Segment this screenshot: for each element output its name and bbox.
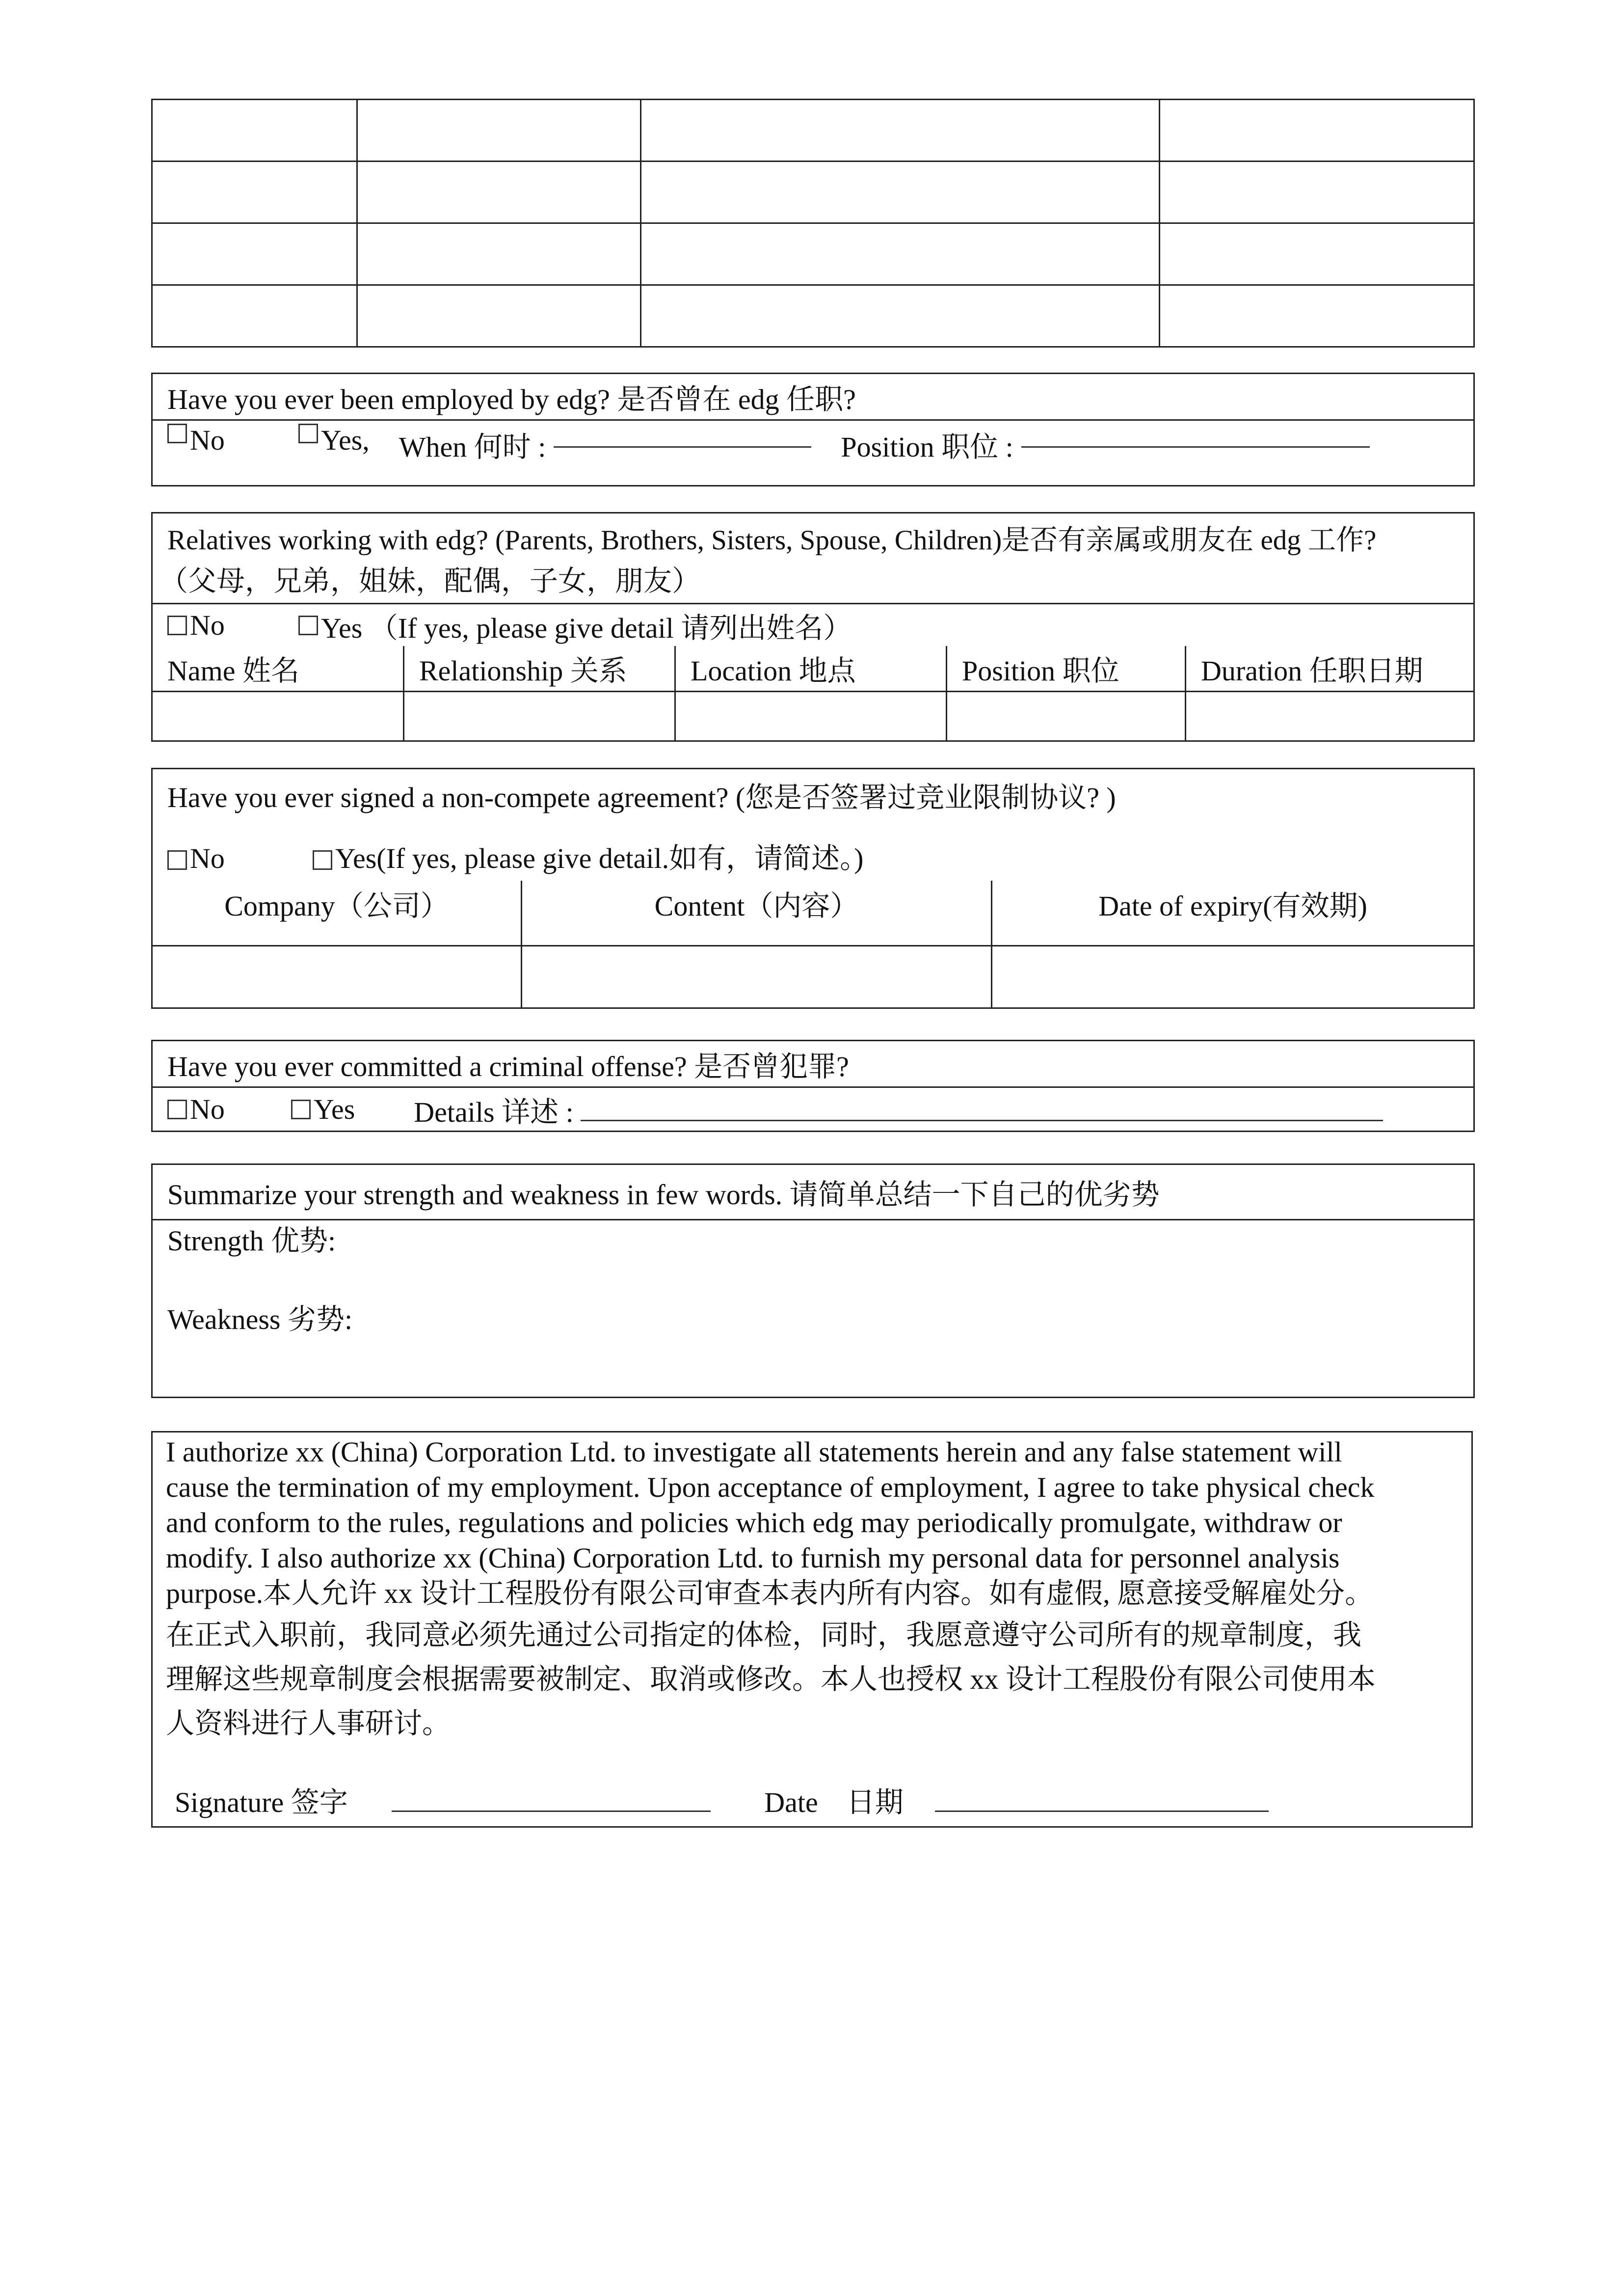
- table-cell[interactable]: [152, 285, 357, 347]
- criminal-question: Have you ever committed a criminal offense? 是否曾犯罪?: [167, 1051, 849, 1082]
- table-cell[interactable]: [675, 691, 947, 740]
- criminal-yes-checkbox[interactable]: [291, 1100, 311, 1119]
- non-compete-yes-checkbox[interactable]: [313, 850, 332, 870]
- table-cell[interactable]: [641, 285, 1160, 347]
- non-compete-question: Have you ever signed a non-compete agreement? (您是否签署过竞业限制协议? ) No Yes(If yes, please give detail.如有，请简述。): [167, 781, 1116, 874]
- non-compete-no-checkbox[interactable]: [167, 850, 187, 870]
- header-position: Position 职位: [947, 646, 1186, 691]
- relatives-table: [153, 646, 1473, 740]
- table-cell[interactable]: [152, 223, 357, 285]
- non-compete-section: [151, 768, 1475, 1009]
- criminal-answer-row: No Yes Details 详述 :: [153, 1086, 1473, 1131]
- summary-answer-area[interactable]: [153, 1219, 1473, 1397]
- header-content: Content（内容）: [522, 881, 992, 945]
- signature-field[interactable]: [392, 1788, 711, 1812]
- date-label: Date 日期: [764, 1786, 904, 1818]
- signature-label: Signature 签字: [175, 1786, 348, 1818]
- criminal-details-field[interactable]: [581, 1097, 1383, 1121]
- authorization-section: [151, 1431, 1473, 1828]
- employed-no-checkbox[interactable]: [167, 424, 187, 443]
- header-duration: Duration 任职日期: [1186, 646, 1474, 691]
- signature-row: [175, 1779, 1269, 1820]
- header-date-of-expiry: Date of expiry(有效期): [992, 881, 1474, 945]
- table-cell[interactable]: [152, 100, 357, 162]
- relatives-section: [151, 512, 1475, 742]
- table-cell[interactable]: [522, 945, 992, 1007]
- table-cell[interactable]: [357, 162, 641, 223]
- authorization-english: I authorize xx (China) Corporation Ltd. to investigate all statements herein and any false statement will cause the termination of my employment. Upon acceptance of employment, I agree to take physical check and conform to the rules, regulations and policies which edg may periodically promulgate, withdraw or modify. I also authorize xx (China) Corporation Ltd. to furnish my personal data for personnel analysis purpose.本人允许 xx 设计工程股份有限公司审查本表内所有内容。如有虚假, 愿意接受解雇处分。: [166, 1436, 1375, 1609]
- table-cell[interactable]: [1186, 691, 1474, 740]
- previous-entries-table: [151, 99, 1475, 348]
- header-company: Company（公司）: [153, 881, 522, 945]
- weakness-label: Weakness 劣势:: [167, 1303, 353, 1335]
- criminal-no-checkbox[interactable]: [167, 1100, 187, 1119]
- table-cell[interactable]: [152, 162, 357, 223]
- table-cell[interactable]: [641, 100, 1160, 162]
- employment-history-section: [151, 373, 1475, 486]
- relatives-answer-row: No Yes （If yes, please give detail 请列出姓名）: [153, 603, 1473, 646]
- table-cell[interactable]: [641, 223, 1160, 285]
- table-cell[interactable]: [404, 691, 675, 740]
- non-compete-table: [153, 881, 1473, 1007]
- strength-weakness-section: [151, 1163, 1475, 1398]
- table-cell[interactable]: [992, 945, 1474, 1007]
- table-cell[interactable]: [357, 223, 641, 285]
- table-cell[interactable]: [153, 691, 404, 740]
- table-cell[interactable]: [1160, 223, 1474, 285]
- employment-answer-row: No Yes, When 何时 : Position 职位 :: [153, 419, 1473, 485]
- header-name: Name 姓名: [153, 646, 404, 691]
- date-field[interactable]: [935, 1788, 1269, 1812]
- table-cell[interactable]: [357, 100, 641, 162]
- employed-when-field[interactable]: [554, 424, 811, 448]
- header-relationship: Relationship 关系: [404, 646, 675, 691]
- authorization-chinese: 在正式入职前，我同意必须先通过公司指定的体检，同时，我愿意遵守公司所有的规章制度，我 理解这些规章制度会根据需要被制定、取消或修改。本人也授权 xx 设计工程股份有限公司使用本 人资料进行人事研讨。: [166, 1619, 1376, 1739]
- relatives-no-checkbox[interactable]: [167, 616, 187, 635]
- summary-question: Summarize your strength and weakness in few words. 请简单总结一下自己的优劣势: [167, 1179, 1160, 1211]
- criminal-offense-section: [151, 1040, 1475, 1132]
- relatives-yes-checkbox[interactable]: [298, 616, 318, 635]
- table-cell[interactable]: [1160, 100, 1474, 162]
- table-cell[interactable]: [947, 691, 1186, 740]
- table-cell[interactable]: [1160, 162, 1474, 223]
- table-cell[interactable]: [153, 945, 522, 1007]
- table-cell[interactable]: [1160, 285, 1474, 347]
- employed-position-field[interactable]: [1021, 424, 1370, 448]
- strength-label: Strength 优势:: [167, 1225, 336, 1257]
- header-location: Location 地点: [675, 646, 947, 691]
- relatives-question: Relatives working with edg? (Parents, Brothers, Sisters, Spouse, Children)是否有亲属或朋友在 edg 工作? （父母，兄弟，姐妹，配偶，子女，朋友）: [160, 525, 1377, 597]
- employment-question: Have you ever been employed by edg? 是否曾在 edg 任职?: [167, 383, 856, 415]
- employed-yes-checkbox[interactable]: [298, 424, 318, 443]
- table-cell[interactable]: [357, 285, 641, 347]
- table-cell[interactable]: [641, 162, 1160, 223]
